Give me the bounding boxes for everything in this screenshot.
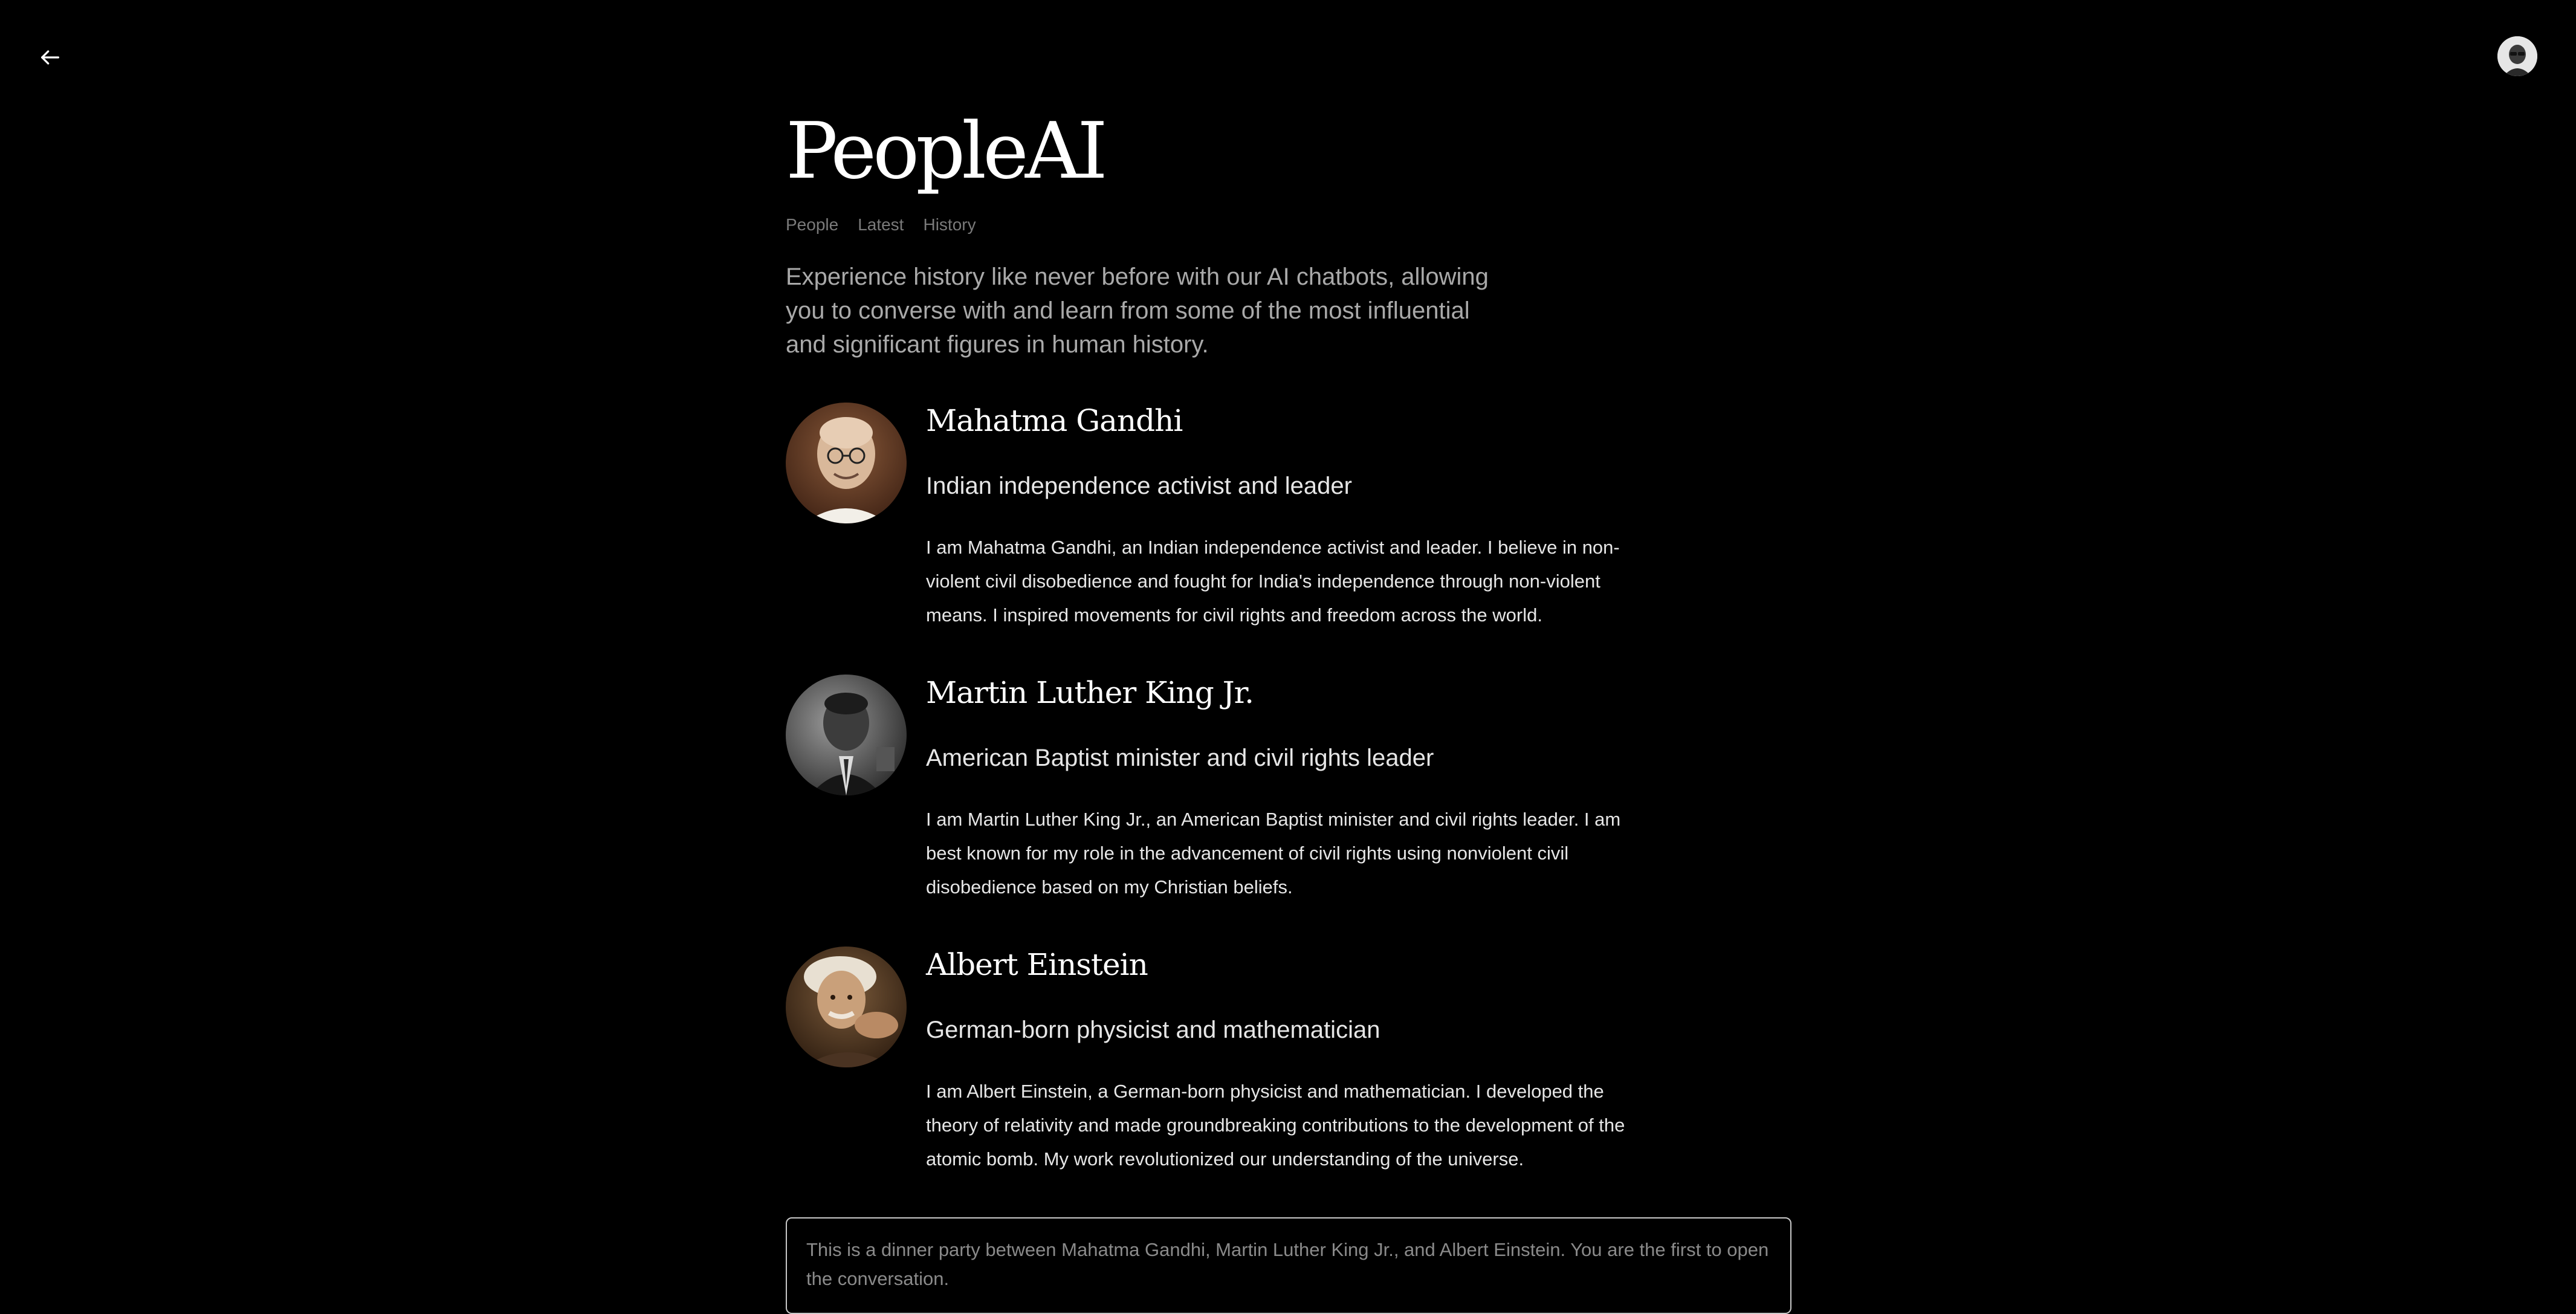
portrait-gandhi: [786, 403, 907, 523]
conversation-box: [786, 1217, 1791, 1314]
person-role: American Baptist minister and civil rights leader: [926, 745, 1434, 771]
intro-text: Experience history like never before with our AI chatbots, allowing you to converse with and learn from some of the most influential and significant figures in human history.: [786, 264, 1489, 358]
person-name: Albert Einstein: [926, 947, 1148, 982]
portrait-einstein: [786, 947, 907, 1067]
person-card-einstein[interactable]: [786, 947, 1632, 1200]
user-avatar-image: [2497, 36, 2537, 76]
arrow-left-icon: [38, 45, 62, 70]
person-card-gandhi[interactable]: [786, 403, 1632, 656]
conversation-input[interactable]: [806, 1235, 1771, 1296]
person-bio: I am Mahatma Gandhi, an Indian independence activist and leader. I believe in non-violent civil disobedience and fought for India's independence through non-violent means. I inspired movements for civil rights and freedom across the world.: [926, 537, 1620, 626]
nav-links: [786, 213, 976, 237]
person-bio: I am Albert Einstein, a German-born physicist and mathematician. I developed the theory of relativity and made groundbreaking contributions to the development of the atomic bomb. My work revolutionized our understanding of the universe.: [926, 1081, 1625, 1170]
person-name: Martin Luther King Jr.: [926, 675, 1254, 710]
page-title: PeopleAI: [786, 106, 1104, 196]
person-name: Mahatma Gandhi: [926, 403, 1183, 438]
portrait-mlk: [786, 675, 907, 795]
person-role: German-born physicist and mathematician: [926, 1017, 1380, 1043]
person-card-mlk[interactable]: [786, 675, 1632, 928]
nav-link-history[interactable]: History: [923, 215, 976, 234]
back-button[interactable]: [31, 39, 69, 76]
person-role: Indian independence activist and leader: [926, 473, 1352, 499]
nav-link-people[interactable]: People: [786, 215, 839, 234]
user-avatar[interactable]: [2497, 36, 2537, 76]
nav-link-latest[interactable]: Latest: [858, 215, 904, 234]
person-bio: I am Martin Luther King Jr., an American Baptist minister and civil rights leader. I am best known for my role in the advancement of civil rights using nonviolent civil disobedience based on my Christian beliefs.: [926, 809, 1621, 898]
